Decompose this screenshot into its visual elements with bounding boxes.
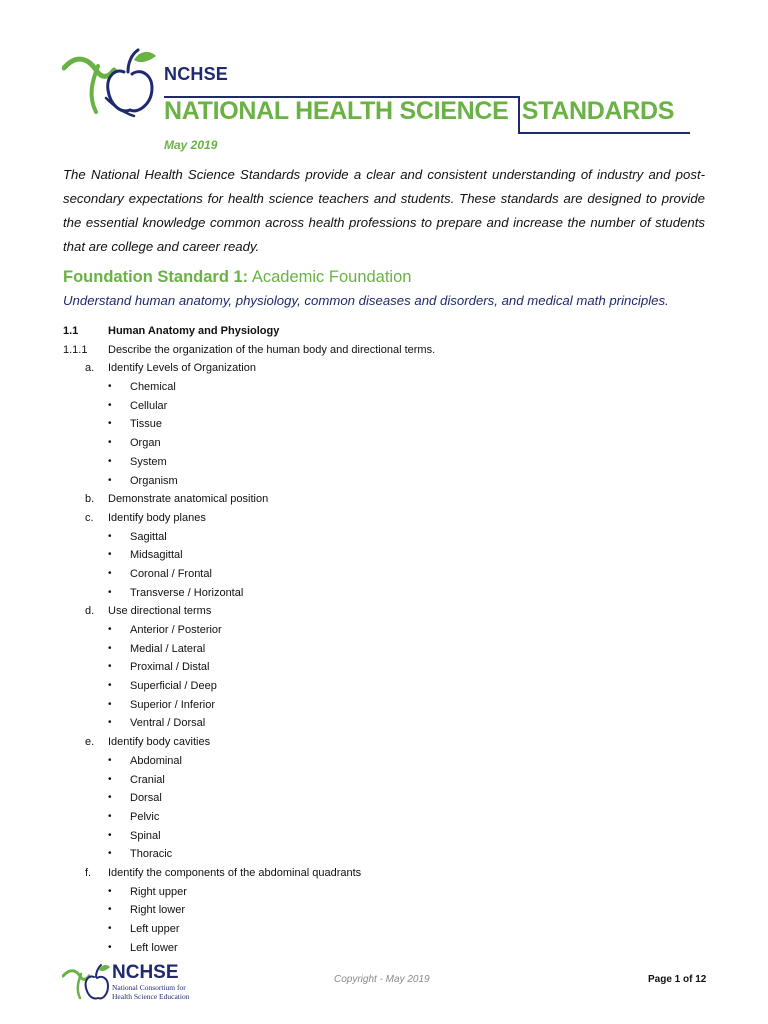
bullet-item [63,696,713,715]
bullet-icon: • [108,549,112,561]
outline-item [63,341,713,360]
bullet-icon: • [108,904,112,916]
standards-outline [63,322,713,957]
item-text: Ventral / Dorsal [130,717,206,730]
nchse-apple-logo-icon [62,46,162,122]
bullet-icon: • [108,923,112,934]
item-text: Chemical [130,381,176,394]
bullet-item [63,640,713,659]
bullet-icon: • [108,810,112,822]
foundation-standard-label: Foundation Standard 1: [63,268,249,286]
bullet-item [63,378,713,397]
bullet-icon: • [108,680,112,692]
bullet-icon: • [108,437,112,449]
item-text: Midsagittal [130,549,183,562]
bullet-icon: • [108,567,112,579]
bullet-item [63,528,713,547]
item-text: Human Anatomy and Physiology [108,325,280,337]
item-number: a. [85,362,95,375]
item-text: System [130,455,167,468]
bullet-icon: • [108,642,112,654]
footer-logo-name: NCHSE [112,962,179,983]
bullet-icon: • [108,381,112,393]
item-number: e. [85,736,95,749]
item-number: b. [85,493,95,506]
bullet-icon: • [108,698,112,710]
item-text: Identify the components of the abdominal quadrants [108,866,362,879]
item-text: Coronal / Frontal [130,567,212,580]
item-text: Demonstrate anatomical position [108,493,269,506]
bullet-icon: • [108,624,112,635]
item-text: Identify body cavities [108,736,211,749]
item-number: 1.1.1 [63,343,88,356]
bullet-icon: • [108,848,112,860]
item-text: Superficial / Deep [130,680,217,693]
item-text: Medial / Lateral [130,642,206,655]
bullet-icon: • [108,829,112,841]
bullet-item [63,808,713,827]
item-text: Spinal [130,829,161,842]
item-number: d. [85,605,95,618]
bullet-icon: • [108,530,112,542]
bullet-item [63,472,713,491]
bullet-item [63,434,713,453]
bullet-item [63,901,713,920]
bullet-item [63,584,713,603]
intro-paragraph: The National Health Science Standards provide a clear and consistent understanding of industry and post-secondary expectations for health science teachers and students. These standards are designed to provide the essential knowledge common across health professions to prepare and increase the number of students that are college and career ready. [63,167,705,254]
page-number: Page 1 of 12 [648,974,707,985]
item-text: Abdominal [130,754,182,767]
bullet-item [63,845,713,864]
foundation-standard-name: Academic Foundation [251,268,412,286]
item-text: Identify Levels of Organization [108,362,256,375]
bullet-icon: • [108,792,112,804]
bullet-icon: • [108,418,112,430]
item-text: Proximal / Distal [130,661,210,674]
bullet-item [63,565,713,584]
bullet-item [63,453,713,472]
item-text: Anterior / Posterior [130,624,222,636]
footer-logo [62,962,212,1006]
document-title: NATIONAL HEALTH SCIENCE STANDARDS [164,97,675,125]
copyright-text: Copyright - May 2019 [334,974,430,985]
foundation-standard-description: Understand human anatomy, physiology, common diseases and disorders, and medical math principles. [63,293,669,308]
bullet-icon: • [108,455,112,467]
item-text: Right lower [130,904,186,917]
bullet-icon: • [108,661,112,673]
item-text: Organism [130,474,178,487]
item-text: Cranial [130,773,165,786]
item-number: c. [85,511,94,524]
item-text: Organ [130,437,161,450]
bullet-icon: • [108,399,112,411]
item-text: Sagittal [130,530,167,543]
bullet-item [63,397,713,416]
item-text: Thoracic [130,848,173,861]
outline-subitem [63,490,713,509]
item-number: 1.1 [63,325,79,337]
item-text: Cellular [130,399,168,412]
bullet-icon: • [108,773,112,785]
bullet-item [63,752,713,771]
bullet-icon: • [108,586,112,598]
item-text: Pelvic [130,810,160,823]
bullet-icon: • [108,474,112,486]
item-number: f. [85,866,92,879]
organization-name: NCHSE [164,64,229,84]
item-text: Identify body planes [108,511,206,524]
bullet-item [63,827,713,846]
outline-subitem [63,509,713,528]
bullet-item [63,546,713,565]
foundation-standard-heading [63,268,411,287]
bullet-icon: • [108,941,112,953]
bullet-item [63,771,713,790]
item-text: Left lower [130,941,178,954]
item-text: Superior / Inferior [130,698,215,711]
outline-subitem [63,359,713,378]
item-text: Tissue [130,418,162,431]
document-date: May 2019 [164,138,218,152]
item-text: Describe the organization of the human body and directional terms. [108,343,436,356]
bullet-icon: • [108,754,112,766]
bullet-item [63,415,713,434]
item-text: Right upper [130,885,187,898]
outline-subitem [63,864,713,883]
item-text: Dorsal [130,792,162,805]
bullet-item [63,677,713,696]
bullet-item [63,789,713,808]
bullet-item [63,939,713,958]
bullet-item [63,714,713,733]
bullet-item [63,920,713,939]
footer-logo-subtitle: National Consortium for Health Science Education [112,983,190,1001]
footer-apple-logo-icon [62,962,110,1004]
outline-subitem [63,602,713,621]
item-text: Use directional terms [108,605,212,618]
outline-subitem [63,733,713,752]
bullet-icon: • [108,885,112,897]
bullet-item [63,621,713,640]
item-text: Transverse / Horizontal [130,586,244,599]
outline-item [63,322,713,341]
bullet-icon: • [108,717,112,729]
bullet-item [63,658,713,677]
bullet-item [63,883,713,902]
item-text: Left upper [130,923,180,935]
